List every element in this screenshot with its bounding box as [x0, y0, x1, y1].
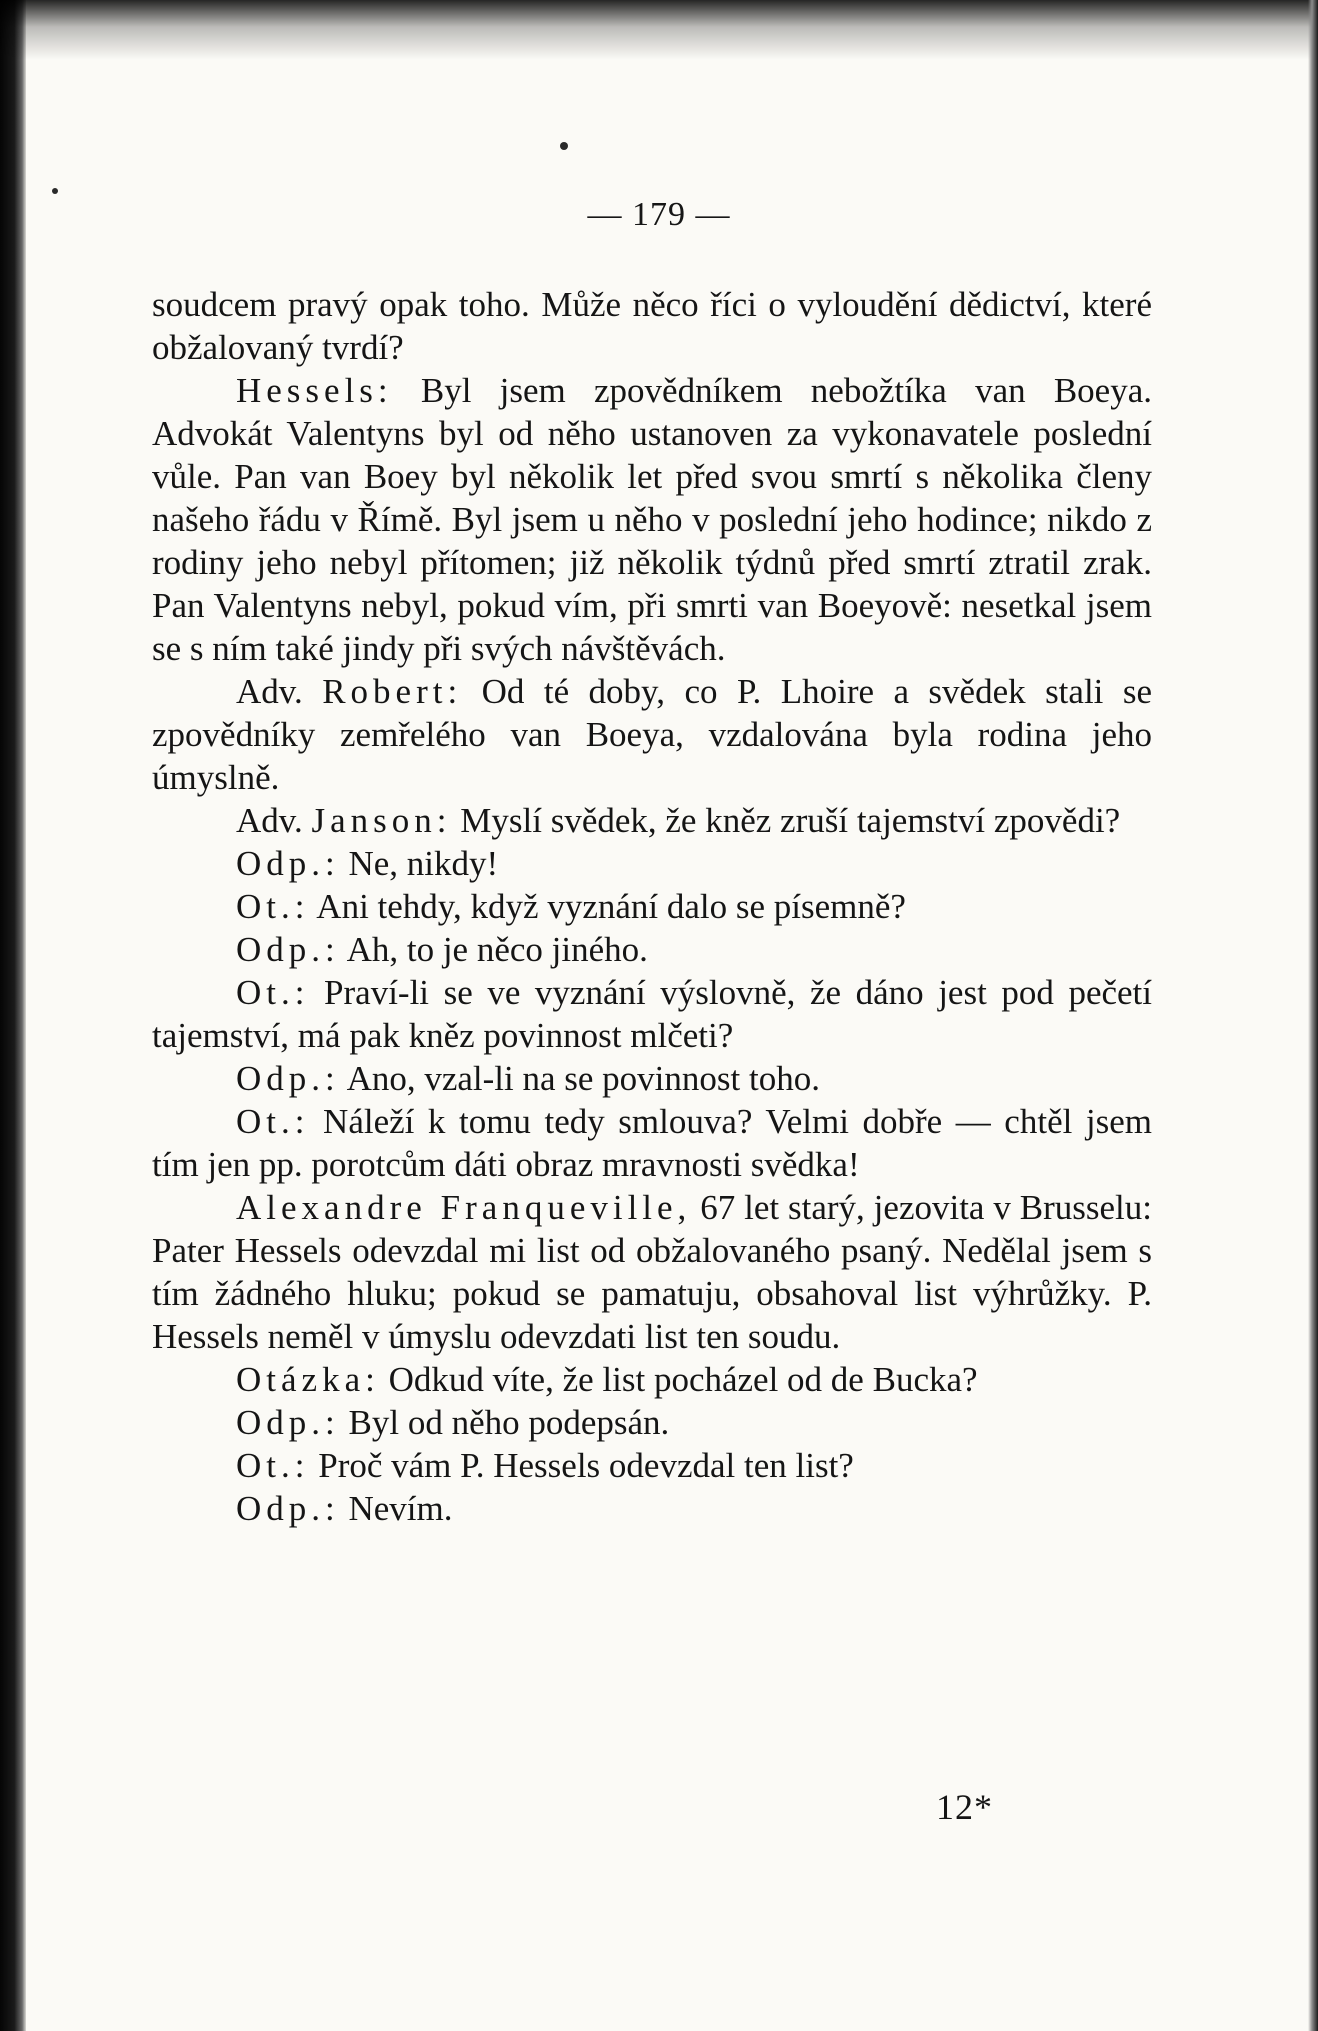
speaker-name: Ot.: [236, 887, 310, 926]
paragraph-testimony [152, 971, 1152, 1057]
paragraph-text: soudcem pravý opak toho. Může něco říci o vyloudění dědictví, které obžalovaný tvrdí? [152, 285, 1152, 367]
speaker-name: Ot.: [236, 973, 310, 1012]
paragraph-text: Myslí svědek, že kněz zruší tajemství zpovědi? [451, 801, 1121, 840]
speaker-name: Ot.: [236, 1446, 310, 1485]
page-body [152, 283, 1152, 1530]
paragraph-testimony [152, 1100, 1152, 1186]
speaker-name: Ot.: [236, 1102, 310, 1141]
speaker-name: Robert: [322, 672, 463, 711]
speaker-name: Janson: [311, 801, 452, 840]
paragraph-testimony [152, 1186, 1152, 1358]
paragraph-text: Proč vám P. Hessels odevzdal ten list? [309, 1446, 854, 1485]
paragraph-testimony [152, 1057, 1152, 1100]
paragraph-text: Od té doby, co P. Lhoire a svědek stali se zpovědníky zemřelého van Boeya, vzdalována byla rodina jeho úmyslně. [152, 672, 1152, 797]
paragraph-testimony [152, 842, 1152, 885]
paragraph-text: Ah, to je něco jiného. [339, 930, 648, 969]
speaker-name: Odp.: [236, 844, 340, 883]
paragraph-text: Nevím. [339, 1489, 453, 1528]
speaker-name: Otázka: [236, 1360, 380, 1399]
ink-speck [52, 188, 58, 194]
speaker-name: Odp.: [236, 1403, 340, 1442]
speaker-name: Hessels: [236, 371, 393, 410]
right-edge-shadow [1308, 0, 1318, 2031]
speaker-prefix: Adv. [236, 801, 312, 840]
ink-speck [560, 142, 568, 150]
paragraph-testimony [152, 799, 1152, 842]
paragraph-testimony [152, 1444, 1152, 1487]
paragraph-text: Ano, vzal-li na se povinnost toho. [339, 1059, 820, 1098]
paragraph-continuation [152, 283, 1152, 369]
speaker-name: Odp.: [236, 930, 340, 969]
paragraph-testimony [152, 885, 1152, 928]
paragraph-text: 67 let starý, jezovita v Brusselu: Pater Hessels odevzdal mi list od obžalovaného psaný. Nedělal jsem s tím žádného hluku; pokud se pamatuju, obsahoval list výhrůžky. P. Hessels neměl v úmyslu odevzdati list ten soudu. [152, 1188, 1152, 1356]
paragraph-testimony [152, 369, 1152, 670]
speaker-prefix: Adv. [236, 672, 323, 711]
paragraph-text: Ne, nikdy! [339, 844, 499, 883]
paragraph-testimony [152, 1487, 1152, 1530]
paragraph-testimony [152, 670, 1152, 799]
signature-mark: 12* [936, 1787, 993, 1827]
paragraph-text: Ani tehdy, když vyznání dalo se písemně? [309, 887, 906, 926]
page-number: — 179 — [587, 196, 731, 233]
top-edge-shadow [0, 0, 1318, 60]
speaker-name: Odp.: [236, 1489, 340, 1528]
speaker-name: Alexandre Franqueville, [236, 1188, 692, 1227]
paragraph-text: Odkud víte, že list pocházel od de Bucka? [379, 1360, 978, 1399]
paragraph-text: Praví-li se ve vyznání výslovně, že dáno jest pod pečetí tajemství, má pak kněz povinnost mlčeti? [152, 973, 1152, 1055]
book-binding-shadow [0, 0, 26, 2031]
paragraph-text: Byl od něho podepsán. [339, 1403, 670, 1442]
speaker-name: Odp.: [236, 1059, 340, 1098]
paragraph-text: Byl jsem zpovědníkem nebožtíka van Boeya. Advokát Valentyns byl od něho ustanoven za vykonavatele poslední vůle. Pan van Boey byl několik let před svou smrtí s několika členy našeho řádu v Římě. Byl jsem u něho v poslední jeho hodince; nikdo z rodiny jeho nebyl přítomen; již několik týdnů před smrtí ztratil zrak. Pan Valentyns nebyl, pokud vím, při smrti van Boeyově: nesetkal jsem se s ním také jindy při svých návštěvách. [152, 371, 1152, 668]
paragraph-testimony [152, 928, 1152, 971]
paragraph-testimony [152, 1401, 1152, 1444]
paragraph-text: Náleží k tomu tedy smlouva? Velmi dobře — chtěl jsem tím jen pp. porotcům dáti obraz mravnosti svědka! [152, 1102, 1152, 1184]
paragraph-testimony [152, 1358, 1152, 1401]
